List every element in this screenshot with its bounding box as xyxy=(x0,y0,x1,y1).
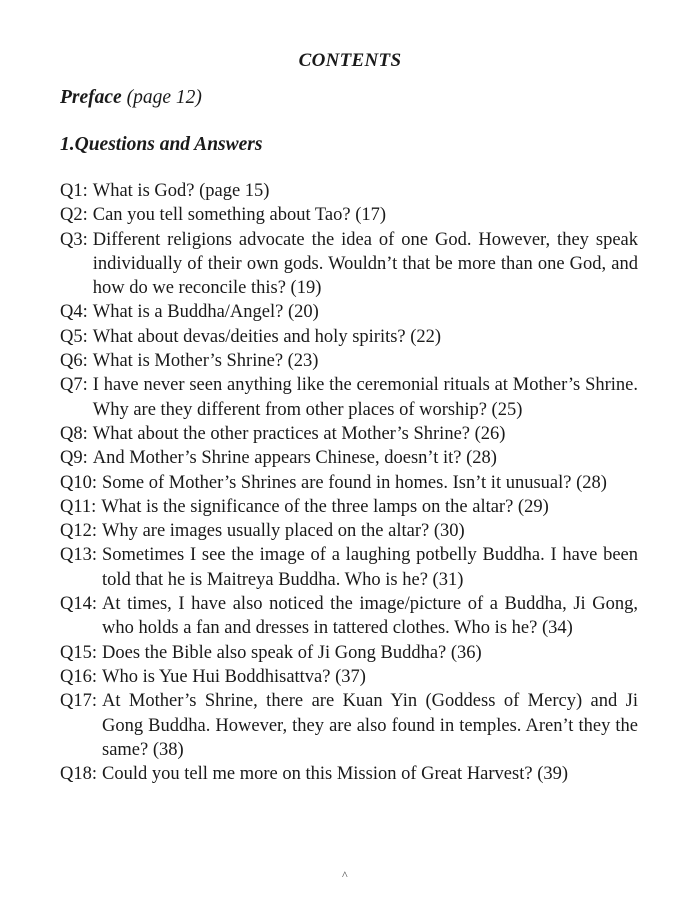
question-item xyxy=(60,446,638,470)
question-number: Q9: xyxy=(60,448,88,469)
question-item xyxy=(60,179,638,203)
question-text: What is Mother’s Shrine? (23) xyxy=(92,351,319,372)
question-item xyxy=(60,373,638,422)
question-item xyxy=(60,422,638,446)
question-text: Who is Yue Hui Boddhisattva? (37) xyxy=(102,666,366,687)
question-number: Q8: xyxy=(60,423,88,444)
question-number: Q18: xyxy=(60,764,97,785)
question-number: Q4: xyxy=(60,302,88,323)
question-text: Could you tell me more on this Mission of Great Harvest? (39) xyxy=(102,764,569,785)
question-item xyxy=(60,471,638,495)
question-number: Q7: xyxy=(60,375,88,396)
question-number: Q6: xyxy=(60,351,88,372)
question-text: Sometimes I see the image of a laughing potbelly Buddha. I have been told that he is Maitreya Buddha. Who is he? (31) xyxy=(102,545,638,590)
preface-label: Preface xyxy=(60,87,122,108)
question-text: Different religions advocate the idea of one God. However, they speak individually of their own gods. Wouldn’t that be more than one God, and how do we reconcile this? (19) xyxy=(92,229,638,299)
question-text: Can you tell something about Tao? (17) xyxy=(92,205,387,226)
question-text: Does the Bible also speak of Ji Gong Buddha? (36) xyxy=(102,642,482,663)
question-number: Q12: xyxy=(60,521,97,542)
question-item xyxy=(60,543,638,592)
question-text: What is the significance of the three lamps on the altar? (29) xyxy=(101,496,549,517)
page-number-mark: ^ xyxy=(342,868,348,882)
question-number: Q13: xyxy=(60,545,97,566)
section-title xyxy=(60,134,262,156)
question-number: Q10: xyxy=(60,472,97,493)
question-item xyxy=(60,495,638,519)
question-text: What about the other practices at Mother’s Shrine? (26) xyxy=(92,423,506,444)
question-list xyxy=(60,179,638,786)
question-text: Some of Mother’s Shrines are found in homes. Isn’t it unusual? (28) xyxy=(102,472,607,493)
question-text: At Mother’s Shrine, there are Kuan Yin (Goddess of Mercy) and Ji Gong Buddha. However, they are also found in temples. Aren’t they the same? (38) xyxy=(102,691,638,760)
question-number: Q17: xyxy=(60,691,97,712)
question-item xyxy=(60,228,638,301)
question-text: What is God? (page 15) xyxy=(92,181,270,201)
preface-entry xyxy=(60,87,202,109)
question-item xyxy=(60,592,638,641)
question-text: I have never seen anything like the ceremonial rituals at Mother’s Shrine. Why are they different from other places of worship? (25) xyxy=(92,375,638,420)
question-number: Q1: xyxy=(60,181,88,201)
question-text: What is a Buddha/Angel? (20) xyxy=(92,302,319,323)
question-item xyxy=(60,762,638,786)
page-heading: CONTENTS xyxy=(298,50,402,71)
question-number: Q11: xyxy=(60,496,97,517)
question-item xyxy=(60,300,638,324)
question-item xyxy=(60,689,638,762)
question-text: And Mother’s Shrine appears Chinese, doesn’t it? (28) xyxy=(92,448,497,469)
question-number: Q14: xyxy=(60,594,97,615)
question-number: Q3: xyxy=(60,229,88,250)
question-item xyxy=(60,349,638,373)
preface-page: (page 12) xyxy=(126,87,202,108)
question-text: Why are images usually placed on the altar? (30) xyxy=(102,521,465,542)
question-number: Q5: xyxy=(60,326,88,347)
question-text: At times, I have also noticed the image/picture of a Buddha, Ji Gong, who holds a fan and dresses in tattered clothes. Who is he? (34) xyxy=(102,594,638,639)
question-item xyxy=(60,203,638,227)
question-number: Q16: xyxy=(60,666,97,687)
section-label: 1.Questions and Answers xyxy=(60,134,263,155)
question-item xyxy=(60,641,638,665)
question-text: What about devas/deities and holy spirits? (22) xyxy=(92,326,442,347)
question-item xyxy=(60,665,638,689)
question-item xyxy=(60,519,638,543)
question-item xyxy=(60,325,638,349)
question-number: Q2: xyxy=(60,205,88,226)
question-number: Q15: xyxy=(60,642,97,663)
